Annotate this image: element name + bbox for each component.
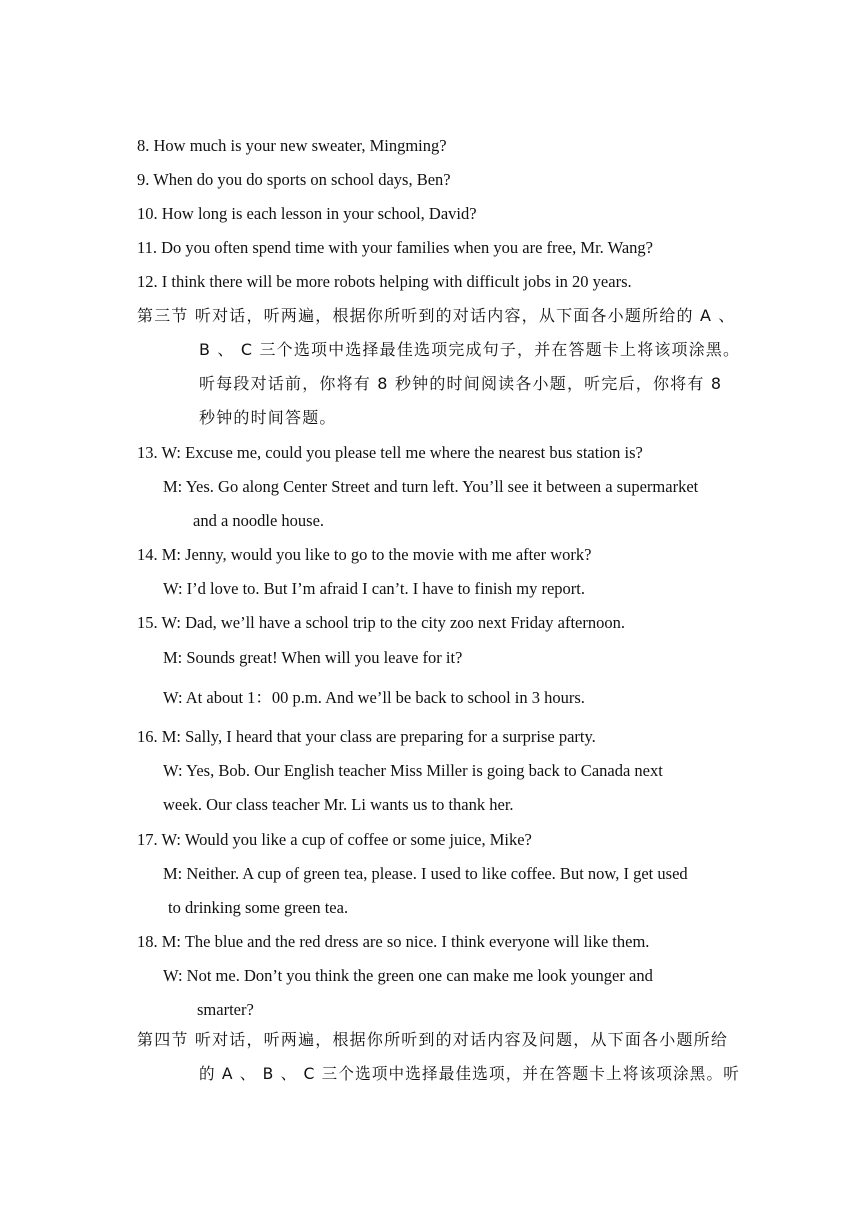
dialogue-17-line-3: to drinking some green tea. [168, 898, 349, 917]
dialogue-13-line-3: and a noodle house. [193, 511, 325, 530]
dialogue-13-line-2: M: Yes. Go along Center Street and turn left. You’ll see it between a supermarket [163, 477, 699, 496]
dialogue-18-line-2: W: Not me. Don’t you think the green one can make me look younger and [163, 966, 653, 985]
question-10: 10. How long is each lesson in your school, David? [137, 204, 477, 223]
dialogue-17-line-2: M: Neither. A cup of green tea, please. I used to like coffee. But now, I get used [163, 864, 688, 883]
section-3-instruction-line-2: B 、 C 三个选项中选择最佳选项完成句子，并在答题卡上将该项涂黑。 [199, 340, 741, 359]
section-3-heading: 第三节 听对话，听两遍，根据你所听到的对话内容，从下面各小题所给的 A 、 [137, 306, 736, 325]
section-3-instruction-line-3: 听每段对话前，你将有 8 秒钟的时间阅读各小题，听完后，你将有 8 [199, 374, 723, 393]
dialogue-15-line-1: 15. W: Dad, we’ll have a school trip to the city zoo next Friday afternoon. [137, 613, 625, 632]
question-12: 12. I think there will be more robots helping with difficult jobs in 20 years. [137, 272, 632, 291]
dialogue-18-line-1: 18. M: The blue and the red dress are so nice. I think everyone will like them. [137, 932, 650, 951]
question-8: 8. How much is your new sweater, Mingming? [137, 136, 447, 155]
dialogue-17-line-1: 17. W: Would you like a cup of coffee or some juice, Mike? [137, 830, 532, 849]
question-11: 11. Do you often spend time with your families when you are free, Mr. Wang? [137, 238, 654, 257]
dialogue-16-line-2: W: Yes, Bob. Our English teacher Miss Miller is going back to Canada next [163, 761, 663, 780]
dialogue-14-line-1: 14. M: Jenny, would you like to go to the movie with me after work? [137, 545, 592, 564]
section-4-heading: 第四节 听对话，听两遍，根据你所听到的对话内容及问题，从下面各小题所给 [137, 1030, 729, 1049]
dialogue-16-line-3: week. Our class teacher Mr. Li wants us to thank her. [163, 795, 514, 814]
dialogue-13-line-1: 13. W: Excuse me, could you please tell me where the nearest bus station is? [137, 443, 643, 462]
dialogue-14-line-2: W: I’d love to. But I’m afraid I can’t. I have to finish my report. [163, 579, 585, 598]
dialogue-15-line-3: W: At about 1：00 p.m. And we’ll be back to school in 3 hours. [163, 688, 585, 707]
section-4-instruction-line-2: 的 A 、 B 、 C 三个选项中选择最佳选项，并在答题卡上将该项涂黑。听 [199, 1064, 741, 1083]
dialogue-15-line-2: M: Sounds great! When will you leave for it? [163, 648, 463, 667]
dialogue-18-line-3: smarter? [197, 1000, 254, 1019]
question-9: 9. When do you do sports on school days, Ben? [137, 170, 451, 189]
section-3-instruction-line-4: 秒钟的时间答题。 [199, 408, 337, 427]
dialogue-16-line-1: 16. M: Sally, I heard that your class are preparing for a surprise party. [137, 727, 596, 746]
